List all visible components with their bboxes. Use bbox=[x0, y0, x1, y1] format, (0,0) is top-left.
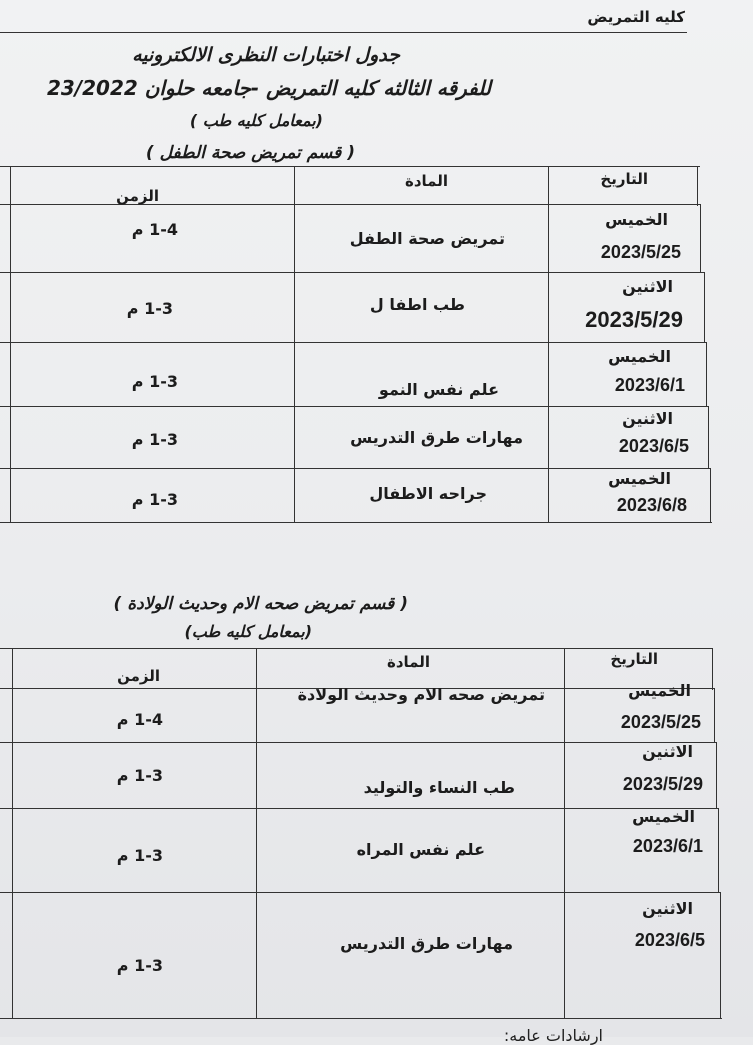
table1-row5-day: الخميس bbox=[608, 469, 671, 488]
table2-row2-subject: طب النساء والتوليد bbox=[363, 778, 515, 797]
table2-header-time: الزمن bbox=[117, 667, 160, 685]
schedule-title: جدول اختبارات النظرى الالكترونيه bbox=[132, 44, 400, 66]
table2-row3-date: 2023/6/1 bbox=[632, 836, 703, 856]
table1-row5-time: 1-3 م bbox=[131, 490, 178, 509]
section1-title: ( قسم تمريض صحة الطفل ) bbox=[145, 143, 355, 163]
table2-header-subject: المادة bbox=[386, 653, 430, 671]
table2-row1-date: 2023/5/25 bbox=[620, 712, 701, 732]
table2-row4-day: الاثنين bbox=[642, 899, 693, 918]
table1-row5-date: 2023/6/8 bbox=[616, 495, 687, 515]
table1-row4-date: 2023/6/5 bbox=[618, 436, 689, 456]
table1-row1-time: 1-4 م bbox=[131, 220, 178, 239]
section2-location: (بمعامل كليه طب) bbox=[184, 622, 312, 641]
section2-title: ( قسم تمريض صحه الام وحديث الولادة ) bbox=[113, 594, 408, 614]
schedule-location: (بمعامل كليه طب ) bbox=[189, 111, 323, 130]
table2-header-date: التاريخ bbox=[610, 650, 658, 668]
table1-header-subject: المادة bbox=[404, 172, 448, 190]
table2-row3-subject: علم نفس المراه bbox=[356, 840, 485, 859]
table1-row1-day: الخميس bbox=[605, 210, 668, 229]
table2-row1-subject: تمريض صحه الام وحديث الولادة bbox=[297, 685, 545, 704]
table1-row5-subject: جراحه الاطفال bbox=[369, 484, 487, 503]
general-instructions-heading: ارشادات عامه: bbox=[503, 1026, 603, 1045]
table1-row4-day: الاثنين bbox=[622, 409, 673, 428]
table1-row3-time: 1-3 م bbox=[131, 372, 178, 391]
table1-row3-day: الخميس bbox=[608, 347, 671, 366]
table1-row4-subject: مهارات طرق التدريس bbox=[350, 428, 523, 447]
table1-row1-date: 2023/5/25 bbox=[600, 242, 681, 262]
faculty-header: كليه التمريض bbox=[587, 8, 685, 26]
table1-row1-subject: تمريض صحة الطفل bbox=[349, 229, 505, 248]
header-rule bbox=[0, 32, 687, 33]
table2-row4-date: 2023/6/5 bbox=[634, 930, 705, 950]
table2-row1-time: 1-4 م bbox=[116, 710, 163, 729]
table2-row4-time: 1-3 م bbox=[116, 956, 163, 975]
table1-row2-subject: طب اطفا ل bbox=[369, 295, 465, 314]
table2-row2-day: الاثنين bbox=[642, 742, 693, 761]
table1-row4-time: 1-3 م bbox=[131, 430, 178, 449]
table2-row4-subject: مهارات طرق التدريس bbox=[340, 934, 513, 953]
table1-row2-day: الاثنين bbox=[622, 277, 673, 296]
table1-row2-date: 2023/5/29 bbox=[585, 307, 683, 332]
table2-row3-day: الخميس bbox=[632, 807, 695, 826]
table1-row3-date: 2023/6/1 bbox=[614, 375, 685, 395]
table2-row1-day: الخميس bbox=[628, 681, 691, 700]
table1-row2-time: 1-3 م bbox=[126, 299, 173, 318]
table2-row3-time: 1-3 م bbox=[116, 846, 163, 865]
table1-row3-subject: علم نفس النمو bbox=[378, 380, 499, 399]
schedule-subtitle: للفرقه الثالثه كليه التمريض -جامعه حلوان 23/2022 bbox=[46, 76, 491, 100]
table1-header-date: التاريخ bbox=[600, 170, 648, 188]
table1-header-time: الزمن bbox=[116, 187, 159, 205]
table2-row2-date: 2023/5/29 bbox=[622, 774, 703, 794]
table2-row2-time: 1-3 م bbox=[116, 766, 163, 785]
